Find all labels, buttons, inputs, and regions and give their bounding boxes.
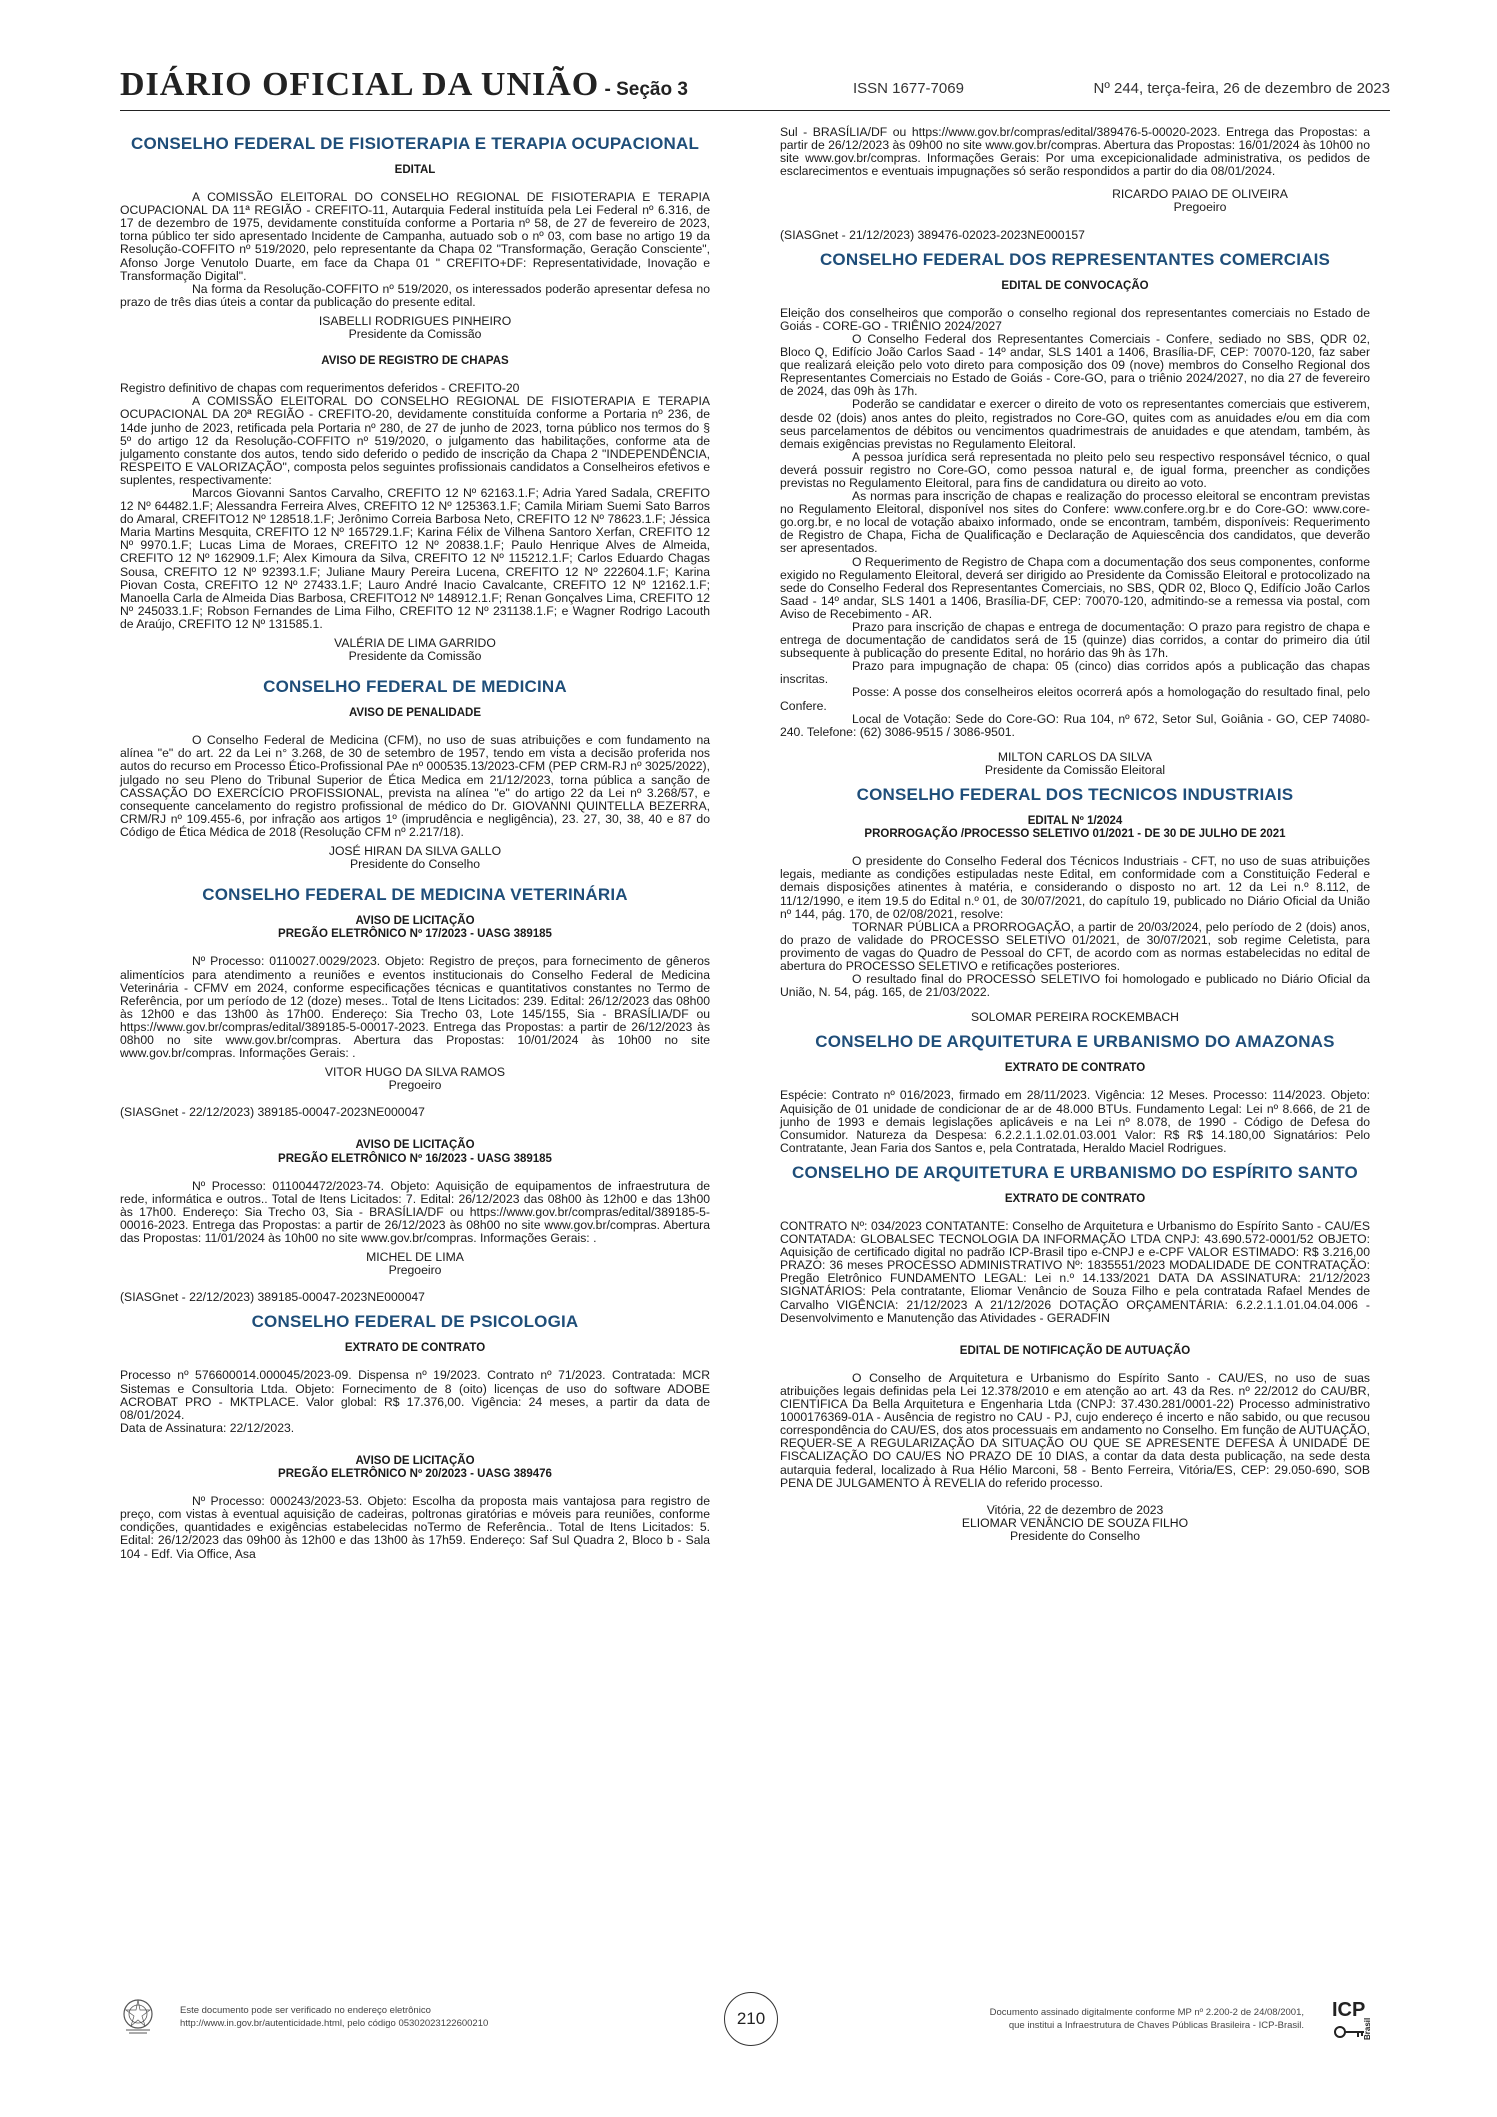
signatory-name: VITOR HUGO DA SILVA RAMOS xyxy=(324,1065,506,1080)
right-column xyxy=(780,126,1370,1557)
signature-block xyxy=(120,637,710,663)
signatory-role: Pregoeiro xyxy=(388,1263,442,1278)
section-subtitle: EDITAL DE CONVOCAÇÃO xyxy=(1001,279,1149,292)
paragraph: TORNAR PÚBLICA a PRORROGAÇÃO, a partir de 20/03/2024, pelo período de 2 (dois) anos, do prazo de validade do PROCESSO SELETIVO 01/2021, de 30/07/2021, sob regime Celetista, para provimento de vagas do Quadro de Pessoal do CFT, de acordo com as normas estabelecidas no edital de abertura do PROCESSO SELETIVO e retificações posteriores. xyxy=(780,919,1370,973)
signatory-name: JOSÉ HIRAN DA SILVA GALLO xyxy=(328,844,502,859)
icp-brasil-logo-icon xyxy=(1326,1992,1390,2044)
masthead-section: - Seção 3 xyxy=(599,79,688,100)
paragraph: O Conselho de Arquitetura e Urbanismo do Espírito Santo - CAU/ES, no uso de suas atribuições legais definidas pela Lei 12.378/2010 e em atenção ao art. 43 da Res. nº 22/2012 do CAU/BR, CIENTIFICA Da Bella Arquitetura e Engenharia Ltda (CNPJ: 37.430.281/0001-22) Processo administrativo 1000176369-01A - Ausência de registro no CAU - PJ, cujo endereço é incerto e não sabido, ou que recusou correspondência do CAU/ES, dos atos processuais em andamento no Conselho. Em função de AUTUAÇÃO, REQUER-SE A REGULARIZAÇÃO DA SITUAÇÃO OU QUE SE APRESENTE DEFESA À UNIDADE DE FISCALIZAÇÃO DO CAU/ES NO PRAZO DE 10 DIAS, a contar da data desta publicação, na sede desta autarquia federal, localizado à Rua Hélio Marconi, 58 - Bento Ferreira, Vitória/ES, CEP: 29.050-690, SOB PENA DE JULGAMENTO À REVELIA do referido processo. xyxy=(780,1370,1370,1490)
signature-block xyxy=(120,1066,710,1092)
signatory-name: MICHEL DE LIMA xyxy=(366,1250,464,1265)
paragraph: As normas para inscrição de chapas e realização do processo eleitoral se encontram previstas no Regulamento Eleitoral, disponível nos sites do Confere: www.confere.org.br e do Core-GO: www.core-go.org.br, e no local de votação abaixo informado, onde se encontram, também, disponíveis: Requerimento de Registro de Chapa, Ficha de Qualificação e Declaração de Aquiescência dos candidatos, que deverão ser apresentados. xyxy=(780,489,1370,556)
signature-block xyxy=(120,1251,710,1277)
paragraph: Posse: A posse dos conselheiros eleitos ocorrerá após a homologação do resultado final, pelo Confere. xyxy=(780,685,1370,713)
section-subtitle: EDITAL DE NOTIFICAÇÃO DE AUTUAÇÃO xyxy=(959,1344,1191,1357)
section-subtitle: AVISO DE REGISTRO DE CHAPAS xyxy=(321,355,509,368)
paragraph: Nº Processo: 0110027.0029/2023. Objeto: Registro de preços, para fornecimento de gêneros alimentícios para atendimento a reuniões e eventos institucionais do Conselho Federal de Medicina Veterinária - CFMV em 2024, conforme especificações técnicas e quantitativos constantes no Termo de Referência, por um período de 12 (doze) meses.. Total de Itens Licitados: 239. Edital: 26/12/2023 das 08h00 às 12h00 e das 13h00 às 17h00. Endereço: Sia Trecho 03, Lote 145/155, Sia - BRASÍLIA/DF ou https://www.gov.br/compras/edital/389185-5-00017-2023. Entrega das Propostas: a partir de 26/12/2023 às 08h00 no site www.gov.br/compras. Abertura das Propostas: 10/01/2024 às 10h00 no site www.gov.br/compras. Informações Gerais: . xyxy=(120,954,710,1061)
signature-block xyxy=(780,751,1370,777)
section-subtitle: PRORROGAÇÃO /PROCESSO SELETIVO 01/2021 - DE 30 DE JULHO DE 2021 xyxy=(864,828,1286,841)
section-title: CONSELHO FEDERAL DOS REPRESENTANTES COMERCIAIS xyxy=(819,249,1331,269)
section-subtitle: EDITAL xyxy=(394,164,436,176)
signatory-name: RICARDO PAIAO DE OLIVEIRA xyxy=(1112,187,1288,202)
paragraph: Nº Processo: 000243/2023-53. Objeto: Escolha da proposta mais vantajosa para registro de preço, com vistas à eventual aquisição de cadeiras, poltronas giratórias e móveis para reuniões, conforme condições, quantidades e exigências estabelecidas noTermo de Referência.. Total de Itens Licitados: 5. Edital: 26/12/2023 das 09h00 às 12h00 e das 13h00 às 17h59. Endereço: Saf Sul Quadra 2, Bloco b - Sala 104 - Edf. Via Office, Asa xyxy=(120,1494,710,1561)
paragraph: O resultado final do PROCESSO SELETIVO foi homologado e publicado no Diário Oficial da União, N. 54, pág. 165, de 21/03/2022. xyxy=(780,972,1370,1000)
paragraph: A COMISSÃO ELEITORAL DO CONSELHO REGIONAL DE FISIOTERAPIA E TERAPIA OCUPACIONAL DA 11ª REGIÃO - CREFITO-11, Autarquia Federal instituída pela Lei Federal nº 6.316, de 17 de dezembro de 1975, devidamente constituída conforme a Portaria nº 58, de 27 de fevereiro de 2023, torna público ter sido apresentado Incidente de Campanha, autuado sob o nº 03, com base no artigo 19 da Resolução-COFFITO nº 519/2020, pelo representante da Chapa 02 "Transformação, Geração Consciente", Afonso Jorge Venutolo Duarte, em face da Chapa 01 " CREFITO+DF: Representatividade, Inovação e Transformação Digital". xyxy=(120,190,710,283)
paragraph: Prazo para impugnação de chapa: 05 (cinco) dias corridos após a publicação das chapas inscritas. xyxy=(780,659,1370,687)
signature-block xyxy=(780,1504,1370,1543)
page-header xyxy=(120,66,1390,111)
verification-note xyxy=(180,2004,488,2030)
issn: ISSN 1677-7069 xyxy=(853,80,964,97)
signature-note-line: Documento assinado digitalmente conforme MP nº 2.200-2 de 24/08/2001, xyxy=(989,2007,1304,2018)
section-subtitle: EXTRATO DE CONTRATO xyxy=(344,1342,486,1355)
signatory-role: Presidente do Conselho xyxy=(349,857,481,872)
section-title: CONSELHO FEDERAL DE FISIOTERAPIA E TERAPIA OCUPACIONAL xyxy=(130,134,700,153)
signature-block xyxy=(120,845,710,871)
signature-date: Vitória, 22 de dezembro de 2023 xyxy=(986,1502,1164,1517)
verification-line: Este documento pode ser verificado no endereço eletrônico xyxy=(180,2005,431,2016)
signatory-role: Presidente da Comissão xyxy=(348,327,482,342)
paragraph: Registro definitivo de chapas com requerimentos deferidos - CREFITO-20 xyxy=(120,381,520,396)
signature-block xyxy=(780,1011,1370,1024)
paragraph: O presidente do Conselho Federal dos Técnicos Industriais - CFT, no uso de suas atribuições legais, mediante as condições estipuladas neste Edital, em conformidade com a Constituição Federal e demais disposições atinentes à matéria, e considerando o disposto no art. 12 da Lei n.º 8.112, de 11/12/1990, e item 19.5 do Edital n.º 01, de 30/07/2021, do capítulo 19, publicado no Diário Oficial da União nº 144, pág. 170, de 02/08/2021, resolve: xyxy=(780,854,1370,921)
left-column xyxy=(120,126,710,1561)
siasg-reference: (SIASGnet - 21/12/2023) 389476-02023-2023NE000157 xyxy=(780,227,1085,242)
paragraph: Eleição dos conselheiros que comporão o conselho regional dos representantes comerciais no Estado de Goiás - CORE-GO - TRIÊNIO 2024/2027 xyxy=(780,305,1370,333)
section-subtitle: EXTRATO DE CONTRATO xyxy=(1004,1192,1146,1205)
paragraph: O Conselho Federal dos Representantes Comerciais - Confere, sediado no SBS, QDR 02, Bloco Q, Edifício João Carlos Saad - 14º andar, SLS 1401 a 1406, Brasília-DF, CEP: 70070-120, faz saber que realizará eleição pelo voto direto para composição dos 09 (nove) membros do Conselho Regional dos Representantes Comerciais no Estado de Goiás - Core-GO, para o triênio 2024/2027, no dia 27 de fevereiro de 2024, das 09h às 17h. xyxy=(780,331,1370,399)
signatory-name: ISABELLI RODRIGUES PINHEIRO xyxy=(318,313,512,328)
edition-info: Nº 244, terça-feira, 26 de dezembro de 2023 xyxy=(1093,80,1390,97)
section-title: CONSELHO DE ARQUITETURA E URBANISMO DO ESPÍRITO SANTO xyxy=(792,1162,1358,1182)
section-subtitle: AVISO DE PENALIDADE xyxy=(348,707,482,720)
verification-link[interactable]: http://www.in.gov.br/autenticidade.html, pelo código 05302023122600210 xyxy=(180,2018,489,2029)
paragraph: Poderão se candidatar e exercer o direito de voto os representantes comerciais que estiverem, desde 02 (dois) anos antes do pleito, registrados no Core-GO, quites com as anuidades e/ou em dia com seus parcelamentos de débitos ou vencimentos quadrimestrais de anuidades e que atendam, também, às demais exigências previstas no Regulamento Eleitoral. xyxy=(780,397,1370,451)
signatory-name: MILTON CARLOS DA SILVA xyxy=(997,749,1153,764)
masthead-title: DIÁRIO OFICIAL DA UNIÃO xyxy=(120,66,600,103)
section-subtitle: PREGÃO ELETRÔNICO Nº 20/2023 - UASG 389476 xyxy=(278,1468,552,1481)
paragraph: A COMISSÃO ELEITORAL DO CONSELHO REGIONAL DE FISIOTERAPIA E TERAPIA OCUPACIONAL DA 20ª REGIÃO - CREFITO-20, devidamente constituída conforme a Portaria nº 236, de 14de junho de 2023, retificada pela Portaria nº 280, de 27 de junho de 2023, torna público nos termos do § 5º do artigo 12 da Resolução-COFFITO nº 519/2020, o julgamento das habilitações, conforme ata de julgamento constante dos autos, tendo sido deferido o pedido de inscrição da Chapa 2 "INDEPENDÊNCIA, RESPEITO E VALORIZAÇÃO", composta pelos seguintes profissionais candidatos a Conselheiros efetivos e suplentes, respectivamente: xyxy=(120,394,710,487)
section-subtitle: PREGÃO ELETRÔNICO Nº 17/2023 - UASG 389185 xyxy=(278,928,552,941)
paragraph: Local de Votação: Sede do Core-GO: Rua 104, nº 672, Setor Sul, Goiânia - GO, CEP 74080-240. Telefone: (62) 3086-9515 / 3086-9501. xyxy=(780,711,1370,739)
siasg-reference: (SIASGnet - 22/12/2023) 389185-00047-2023NE000047 xyxy=(120,1105,425,1120)
signatory-role: Presidente do Conselho xyxy=(1009,1528,1141,1543)
signature-note-line: que institui a Infraestrutura de Chaves Públicas Brasileira - ICP-Brasil. xyxy=(1008,2020,1304,2031)
siasg-reference: (SIASGnet - 22/12/2023) 389185-00047-2023NE000047 xyxy=(120,1290,425,1305)
icp-logo-subtext: Brasil xyxy=(1363,2017,1372,2040)
paragraph: Processo nº 576600014.000045/2023-09. Dispensa nº 19/2023. Contrato nº 71/2023. Contratada: MCR Sistemas e Consultoria Ltda. Objeto: Fornecimento de 8 (oito) licenças de uso do software ADOBE ACROBAT PRO - MKTPLACE. Valor global: R$ 17.376,00. Vigência: 24 meses, a partir da data de 08/01/2024. xyxy=(120,1368,710,1422)
signature-note xyxy=(990,2006,1304,2032)
section-title: CONSELHO FEDERAL DOS TECNICOS INDUSTRIAIS xyxy=(856,785,1294,805)
section-title: CONSELHO FEDERAL DE MEDICINA xyxy=(263,677,567,697)
paragraph: Espécie: Contrato nº 016/2023, firmado em 28/11/2023. Vigência: 12 Meses. Processo: 114/2023. Objeto: Aquisição de 01 unidade de condicionar de ar de 48.000 BTUs. Fundamento Legal: Lei nº 8.666, de 21 de junho de 1993 e demais legislações aplicáveis e na Lei nº 8.078, de 1990 - Código de Defesa do Consumidor. Natureza da Despesa: 6.2.2.1.1.02.01.03.001 Valor: R$ R$ 14.180,00 Signatários: Pelo Contratante, Jean Faria dos Santos e, pela Contratada, Heraldo Maciel Rodrigues. xyxy=(780,1088,1370,1155)
paragraph: Sul - BRASÍLIA/DF ou https://www.gov.br/compras/edital/389476-5-00020-2023. Entrega das Propostas: a partir de 26/12/2023 às 09h00 no site www.gov.br/compras. Abertura das Propostas: 16/01/2024 às 10h00 no site www.gov.br/compras. Informações Gerais: Por uma excepicionalidade administrativa, os pedidos de esclarecimentos e eventuais impugnações só serão respondidos a partir do dia 08/01/2024. xyxy=(780,125,1370,179)
paragraph: Na forma da Resolução-COFFITO nº 519/2020, os interessados poderão apresentar defesa no prazo de três dias úteis a contar da publicação do presente edital. xyxy=(120,281,710,309)
signatory-role: Pregoeiro xyxy=(388,1078,442,1093)
signatory-name: SOLOMAR PEREIRA ROCKEMBACH xyxy=(971,1010,1179,1025)
signature-block xyxy=(1030,188,1370,214)
masthead xyxy=(120,66,688,104)
paragraph: CONTRATO Nº: 034/2023 CONTATANTE: Conselho de Arquitetura e Urbanismo do Espírito Santo - CAU/ES CONTATADA: GLOBALSEC TECNOLOGIA DA INFORMAÇÃO LTDA CNPJ: 43.690.572-0001/52 OBJETO: Aquisição de certificado digital no padrão ICP-Brasil tipo e-CNPJ e e-CPF VALOR ESTIMADO: R$ 3.216,00 PRAZO: 36 meses PROCESSO ADMINISTRATIVO Nº: 1835551/2023 MODALIDADE DE CONTRATAÇÃO: Pregão Eletrônico FUNDAMENTO LEGAL: Lei n.º 14.133/2021 DATA DA ASSINATURA: 21/12/2023 SIGNATÁRIOS: Pela contratante, Eliomar Venâncio de Souza Filho e pela contratada Rafael Mendes de Carvalho VIGÊNCIA: 21/12/2023 A 21/12/2026 DOTAÇÃO ORÇAMENTÁRIA: 6.2.2.1.1.01.04.04.006 - Desenvolvimento e Manutenção das Atividades - GERADFIN xyxy=(780,1219,1370,1325)
signatory-role: Presidente da Comissão xyxy=(348,649,482,664)
paragraph: O Requerimento de Registro de Chapa com a documentação dos seus componentes, conforme exigido no Regulamento Eleitoral, deverá ser dirigido ao Presidente da Comissão Eleitoral e protocolizado na sede do Conselho Federal dos Representantes Comerciais, no SBS, QDR 02, Bloco Q, Edifício João Carlos Saad - 14º andar, SLS 1401 a 1406, Brasília-DF, CEP: 70070-120, admitindo-se a remessa via postal, com Aviso de Recebimento - AR. xyxy=(780,554,1370,621)
signature-block xyxy=(120,315,710,341)
signatory-name: ELIOMAR VENÂNCIO DE SOUZA FILHO xyxy=(961,1515,1189,1530)
section-subtitle: AVISO DE LICITAÇÃO xyxy=(355,1139,475,1152)
paragraph: A pessoa jurídica será representada no pleito pelo seu respectivo responsável técnico, o qual deverá possuir registro no Core-GO, como pessoa natural e, de igual forma, preencher as condições previstas no Regulamento Eleitoral, para fins de candidatura ou direito ao voto. xyxy=(780,449,1370,490)
signatory-name: VALÉRIA DE LIMA GARRIDO xyxy=(334,636,496,650)
signatory-role: Presidente da Comissão Eleitoral xyxy=(984,762,1166,777)
section-subtitle: EDITAL Nº 1/2024 xyxy=(1027,815,1123,828)
coat-of-arms-icon xyxy=(120,1996,156,2036)
page-number: 210 xyxy=(724,1992,778,2046)
section-subtitle: AVISO DE LICITAÇÃO xyxy=(355,915,475,928)
signatory-role: Pregoeiro xyxy=(1173,200,1227,215)
section-subtitle: PREGÃO ELETRÔNICO Nº 16/2023 - UASG 389185 xyxy=(278,1152,552,1165)
section-subtitle: AVISO DE LICITAÇÃO xyxy=(355,1454,475,1467)
paragraph: Marcos Giovanni Santos Carvalho, CREFITO 12 Nº 62163.1.F; Adria Yared Sadala, CREFITO 12 Nº 64482.1.F; Alessandra Ferreira Alves, CREFITO 12 Nº 125363.1.F; Camila Miriam Suemi Sato Barros do Amaral, CREFITO12 Nº 128518.1.F; Jerônimo Correia Barbosa Neto, CREFITO 12 Nº 78623.1.F; Jéssica Maria Martins Mesquita, CREFITO 12 Nº 165729.1.F; Karina Félix de Vilhena Santoro Xerfan, CREFITO 12 Nº 9970.1.F; Lucas Lima de Moraes, CREFITO 12 Nº 20838.1.F; Paulo Henrique Alves de Almeida, CREFITO 12 Nº 162909.1.F; Alex Kimoura da Silva, CREFITO 12 Nº 115212.1.F; Carlos Eduardo Chagas Sousa, CREFITO 12 Nº 92393.1.F; Juliane Maury Pereira Lucena, CREFITO 12 Nº 222604.1.F; Karina Piovan Costa, CREFITO 12 Nº 27433.1.F; Lauro André Inacio Cavalcante, CREFITO 12 Nº 12162.1.F; Manoella Carla de Almeida Dias Barbosa, CREFITO12 Nº 148912.1.F; Renan Gonçalves Lima, CREFITO 12 Nº 245033.1.F; Robson Fernandes de Lima Filho, CREFITO 12 Nº 231138.1.F; e Wagner Rodrigo Lacouth de Araújo, CREFITO 12 Nº 131585.1. xyxy=(120,485,710,631)
icp-logo-text: ICP xyxy=(1332,1999,1366,2021)
paragraph: Data de Assinatura: 22/12/2023. xyxy=(120,1420,295,1435)
section-title: CONSELHO FEDERAL DE PSICOLOGIA xyxy=(251,1312,579,1332)
section-title: CONSELHO FEDERAL DE MEDICINA VETERINÁRIA xyxy=(202,885,628,905)
paragraph: O Conselho Federal de Medicina (CFM), no uso de suas atribuições e com fundamento na alínea "e" do art. 22 da Lei n° 3.268, de 30 de setembro de 1957, tendo em vista a decisão proferida nos autos do recurso em Processo Ético-Profissional PAe nº 000535.13/2023-CFM (PEP CRM-RJ nº 3025/2022), julgado no seu Pleno do Tribunal Superior de Ética Medica em 21/12/2023, torna pública a sanção de CASSAÇÃO DO EXERCÍCIO PROFISSIONAL, prevista na alínea "e" do artigo 22 da Lei nº 3.268/57, e consequente cancelamento do registro profissional de médico do Dr. GIOVANNI QUINTELLA BEZERRA, CRM/RJ nº 109.455-6, por infração aos artigos 1º (imprudência e negligência), 23. 27, 30, 38, 40 e 87 do Código de Ética Médica de 2018 (Resolução CFM nº 2.217/18). xyxy=(120,733,710,839)
paragraph: Prazo para inscrição de chapas e entrega de documentação: O prazo para registro de chapa e entrega de documentação de candidatos será de 15 (quinze) dias corridos, a contar do primeiro dia útil subsequente à publicação do presente Edital, no horário das 9h às 17h. xyxy=(780,620,1370,661)
paragraph: Nº Processo: 011004472/2023-74. Objeto: Aquisição de equipamentos de infraestrutura de rede, informática e outros.. Total de Itens Licitados: 7. Edital: 26/12/2023 das 08h00 às 12h00 e das 13h00 às 17h00. Endereço: Sia Trecho 03, Sia - BRASÍLIA/DF ou https://www.gov.br/compras/edital/389185-5-00016-2023. Entrega das Propostas: a partir de 26/12/2023 às 08h00 no site www.gov.br/compras. Abertura das Propostas: 11/01/2024 às 10h00 no site www.gov.br/compras. Informações Gerais: . xyxy=(120,1178,710,1245)
section-subtitle: EXTRATO DE CONTRATO xyxy=(1004,1062,1146,1075)
section-title: CONSELHO DE ARQUITETURA E URBANISMO DO AMAZONAS xyxy=(815,1032,1335,1052)
page-footer xyxy=(120,1992,1390,2052)
